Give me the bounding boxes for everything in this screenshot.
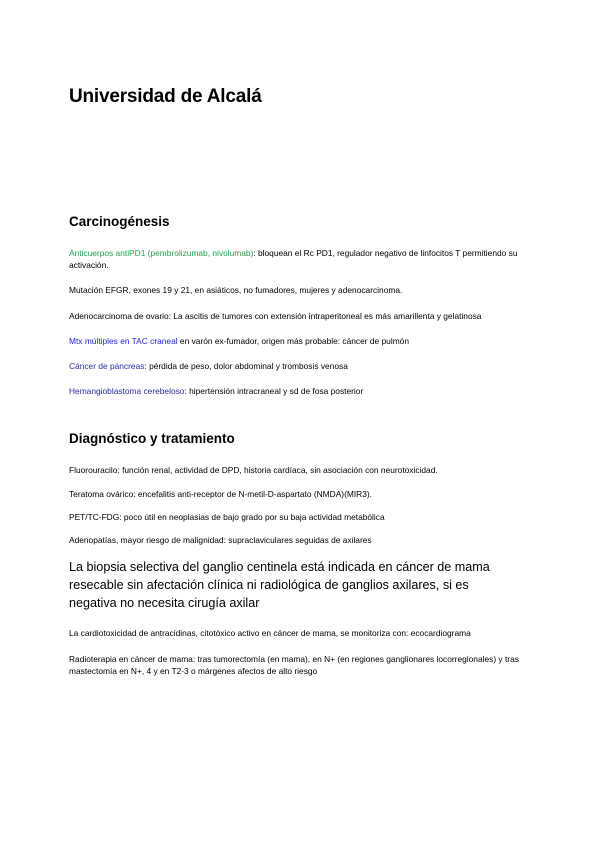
- paragraph-biopsia-ganglio-centinela: La biopsia selectiva del ganglio centinela está indicada en cáncer de mama resecable sin afectación clínica ni radiológica de ganglios axilares, si es negativa no necesita cirugía axilar: [69, 560, 490, 610]
- paragraph-body: : bloquean el Rc PD1, regulador negativo de linfocitos T permitiendo su activación.: [69, 247, 518, 271]
- section-heading-carcinogenesis: Carcinogénesis: [69, 213, 170, 229]
- paragraph-mtx-tac-craneal: [69, 322, 521, 347]
- paragraph-lead-term: Cáncer de páncreas: [69, 360, 145, 371]
- page-content: [69, 0, 521, 677]
- paragraph-body: Teratoma ovárico: encefalitis anti-receptor de N-metil-D-aspartato (NMDA)(MIR3).: [69, 488, 372, 499]
- paragraph-body: Adenocarcinoma de ovario: La ascitis de tumores con extensión intraperitoneal es más amarillenta y gelatinosa: [69, 310, 482, 321]
- paragraph-lead-term: Hemangioblastoma cerebeloso: [69, 386, 185, 397]
- paragraph-lead-term: Anticuerpos antiPD1 (pembrolizumab, nivolumab): [69, 247, 254, 258]
- paragraph-mutacion-efgr: [69, 271, 521, 296]
- paragraph-body: Fluorouracilo: función renal, actividad de DPD, historia cardíaca, sin asociación con neurotoxicidad.: [69, 465, 438, 476]
- paragraph-body: PET/TC-FDG: poco útil en neoplasias de bajo grado por su baja actividad metabólica: [69, 511, 385, 522]
- paragraph-hemangioblastoma-cerebeloso: [69, 372, 521, 397]
- paragraph-fluorouracilo: [69, 447, 521, 476]
- page-title: Universidad de Alcalá: [69, 86, 262, 107]
- paragraph-radioterapia-cancer-mama: Radioterapia en cáncer de mama: tras tumorectomía (en mama), en N+ (en regiones ganglionares locorregionales) y tras mastectomía en N+, 4 y en T2-3 o márgenes afectos de alto riesgo: [69, 654, 519, 677]
- paragraph-body: Adenopatías, mayor riesgo de malignidad: supraclaviculares seguidas de axilares: [69, 535, 372, 546]
- paragraph-lead-term: Mtx múltiples en TAC craneal: [69, 335, 178, 346]
- paragraph-cardiotoxicidad-antracidinas: La cardiotoxicidad de antracidinas, citotóxico activo en cáncer de mama, se monitoriza con: ecocardiograma: [69, 627, 471, 638]
- paragraph-teratoma-ovarico: [69, 477, 521, 500]
- paragraph-adenocarcinoma-ovario: [69, 297, 521, 322]
- paragraph-body: en varón ex-fumador, origen más probable: cáncer de pulmón: [177, 335, 409, 346]
- section-heading-diagnostico-tratamiento: Diagnóstico y tratamiento: [69, 431, 235, 447]
- paragraph-pet-tc-fdg: [69, 500, 521, 523]
- paragraph-body: Mutación EFGR, exones 19 y 21, en asiáticos, no fumadores, mujeres y adenocarcinoma.: [69, 285, 403, 296]
- paragraph-antipd1: [69, 230, 521, 271]
- paragraph-body: : pérdida de peso, dolor abdominal y trombosis venosa: [144, 360, 348, 371]
- paragraph-body: : hipertensión intracraneal y sd de fosa posterior: [184, 386, 364, 397]
- paragraph-adenopatias: [69, 523, 521, 546]
- paragraph-cancer-pancreas: [69, 347, 521, 372]
